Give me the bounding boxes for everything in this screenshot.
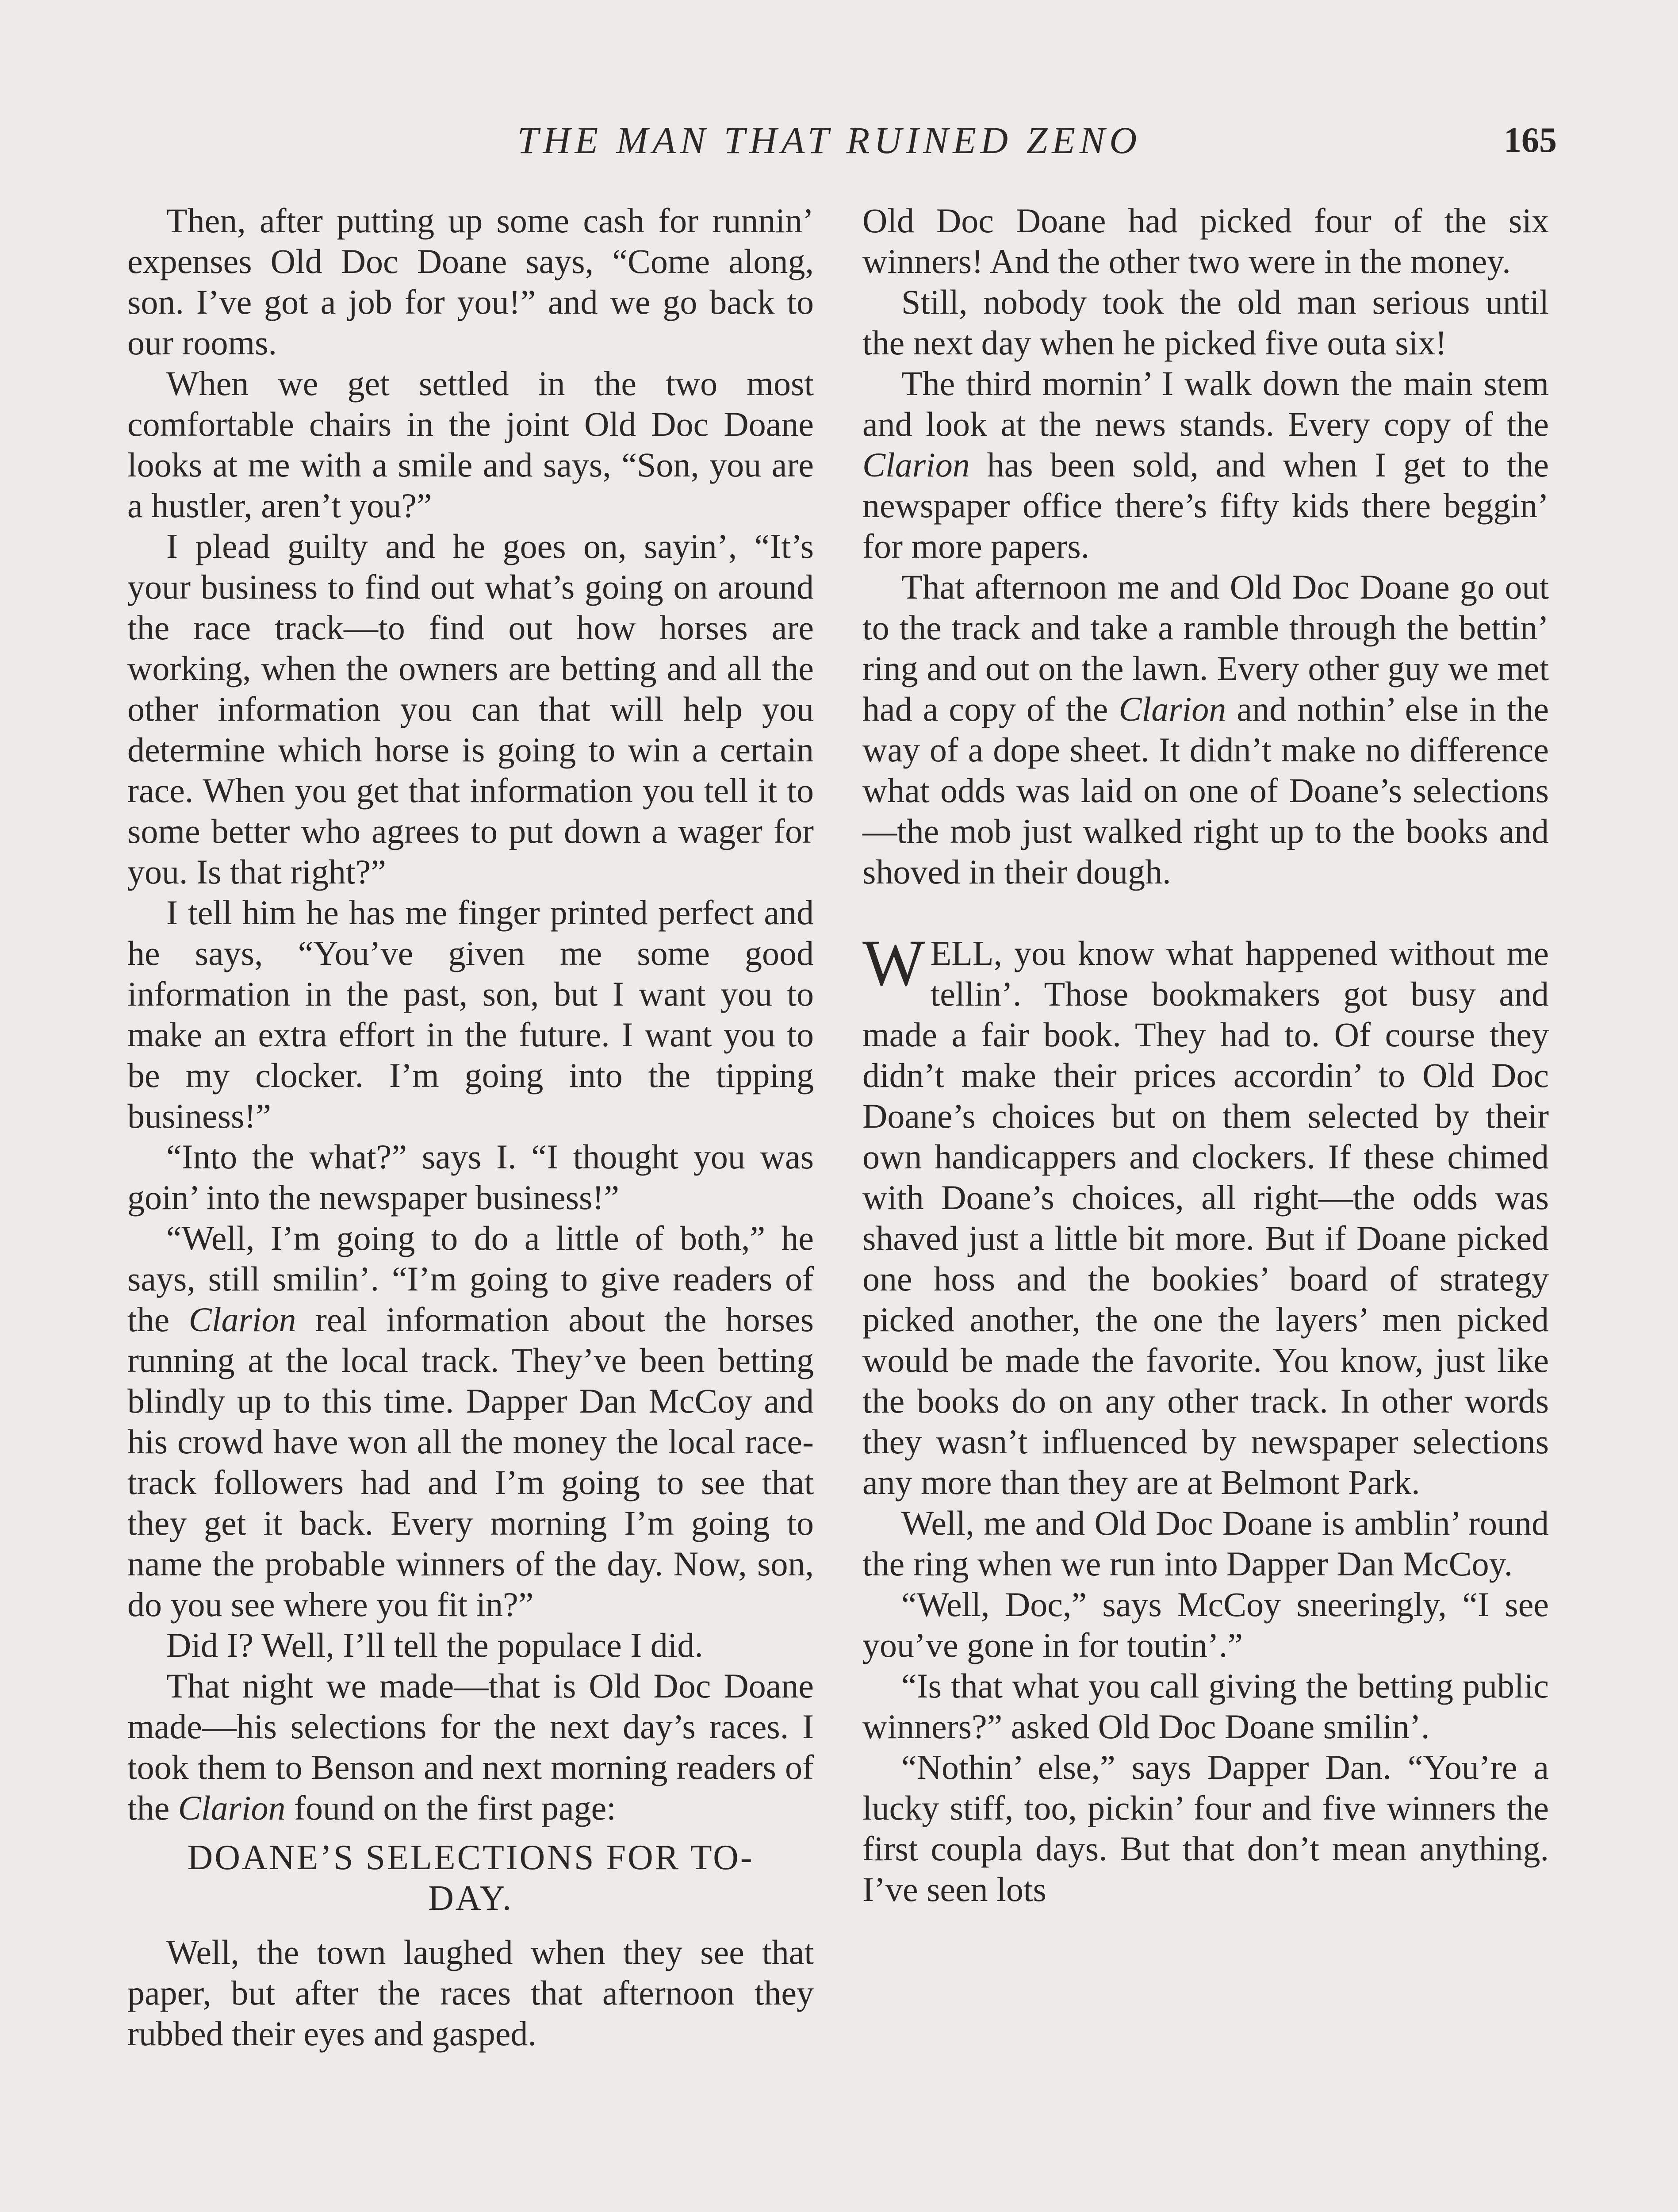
section-break [862,892,1549,933]
newspaper-name: Clarion [862,445,970,484]
text-run: That night we made—that is Old Doc Doane made—his selections for the next day’s races. I took them to Benson and next morning readers of the [127,1667,814,1827]
paragraph: Old Doc Doane had picked four of the six winners! And the other two were in the money. [862,201,1549,280]
page-number: 165 [1504,121,1557,160]
paragraph: Well, me and Old Doc Doane is amblin’ round the ring when we run into Dapper Dan McCoy. [862,1504,1549,1583]
text-run: real information about the horses running at the local track. They’ve been betting blindly up to this time. Dapper Dan McCoy and his crowd have won all the money the local race-track followers had and I’m going to see that they get it back. Every morning I’m going to name the probable winners of the day. Now, son, do you see where you fit in?” [127,1300,814,1624]
text-run: That afternoon me and Old Doc Doane go out to the track and take a ramble through the bettin’ ring and out on the lawn. Every other guy we met had a copy of the [862,568,1549,728]
paragraph: “Nothin’ else,” says Dapper Dan. “You’re a lucky stiff, too, pickin’ four and five winners the first coupla days. But that don’t mean anything. I’ve seen lots [862,1748,1549,1909]
paragraph: I plead guilty and he goes on, sayin’, “It’s your business to find out what’s going on around the race track—to find out how horses are working, when the owners are betting and all the other information you can that will help you determine which horse is going to win a certain race. When you get that information you tell it to some better who agrees to put down a wager for you. Is that right?” [127,527,814,891]
selections-heading [127,1837,814,1919]
running-title: THE MAN THAT RUINED ZENO [517,119,1142,161]
paragraph [127,1666,814,1828]
paragraph [862,567,1549,892]
paragraph: I tell him he has me finger printed perfect and he says, “You’ve given me some good information in the past, son, but I want you to make an extra effort in the future. I want you to be my clocker. I’m going into the tipping business!” [127,893,814,1135]
paragraph: Then, after putting up some cash for runnin’ expenses Old Doc Doane says, “Come along, son. I’ve got a job for you!” and we go back to our rooms. [127,201,814,362]
newspaper-name: Clarion [1119,690,1226,728]
paragraph: Still, nobody took the old man serious until the next day when he picked five outa six! [862,283,1549,362]
paragraph: “Is that what you call giving the betting public winners?” asked Old Doc Doane smilin’. [862,1667,1549,1746]
text-run: and nothin’ else in the way of a dope sheet. It didn’t make no difference what odds was laid on one of Doane’s selections—the mob just walked right up to the books and shoved in their dough. [862,690,1549,891]
newspaper-name: Clarion [188,1300,296,1339]
paragraph [127,1218,814,1625]
text-run: found on the first page: [285,1789,616,1827]
paragraph [862,363,1549,567]
text-run: The third mornin’ I walk down the main stem and look at the news stands. Every copy of the [862,364,1549,443]
paragraph: When we get settled in the two most comfortable chairs in the joint Old Doc Doane looks at me with a smile and says, “Son, you are a hustler, aren’t you?” [127,364,814,525]
paragraph: “Well, Doc,” says McCoy sneeringly, “I see you’ve gone in for toutin’.” [862,1585,1549,1664]
heading-line: DAY. [428,1879,513,1918]
text-run: “Well, I’m going to do a little of both,” he says, still smilin’. “I’m going to give readers of the [127,1219,814,1339]
drop-cap: W [862,926,925,1000]
text-run: has been sold, and when I get to the newspaper office there’s fifty kids there beggin’ for more papers. [862,445,1549,565]
newspaper-name: Clarion [178,1789,286,1827]
paragraph: Did I? Well, I’ll tell the populace I did. [166,1626,703,1664]
right-column [862,200,1549,1910]
small-caps-lead: ELL [930,934,994,972]
paragraph: “Into the what?” says I. “I thought you was goin’ into the newspaper business!” [127,1137,814,1217]
paragraph [862,926,1549,1503]
page-header [0,116,1678,165]
left-column [127,200,814,2054]
text-run: , you know what happened without me tellin’. Those bookmakers got busy and made a fair book. They had to. Of course they didn’t make their prices accordin’ to Old Doc Doane’s choices but on them selected by their own handicappers and clockers. If these chimed with Doane’s choices, all right—the odds was shaved just a little bit more. But if Doane picked one hoss and the bookies’ board of strategy picked another, the one the layers’ men picked would be made the favorite. You know, just like the books do on any other track. In other words they wasn’t influenced by newspaper selections any more than they are at Belmont Park. [862,934,1549,1502]
paragraph: Well, the town laughed when they see that paper, but after the races that afternoon they rubbed their eyes and gasped. [127,1933,814,2053]
heading-line: DOANE’S SELECTIONS FOR TO- [187,1838,754,1877]
